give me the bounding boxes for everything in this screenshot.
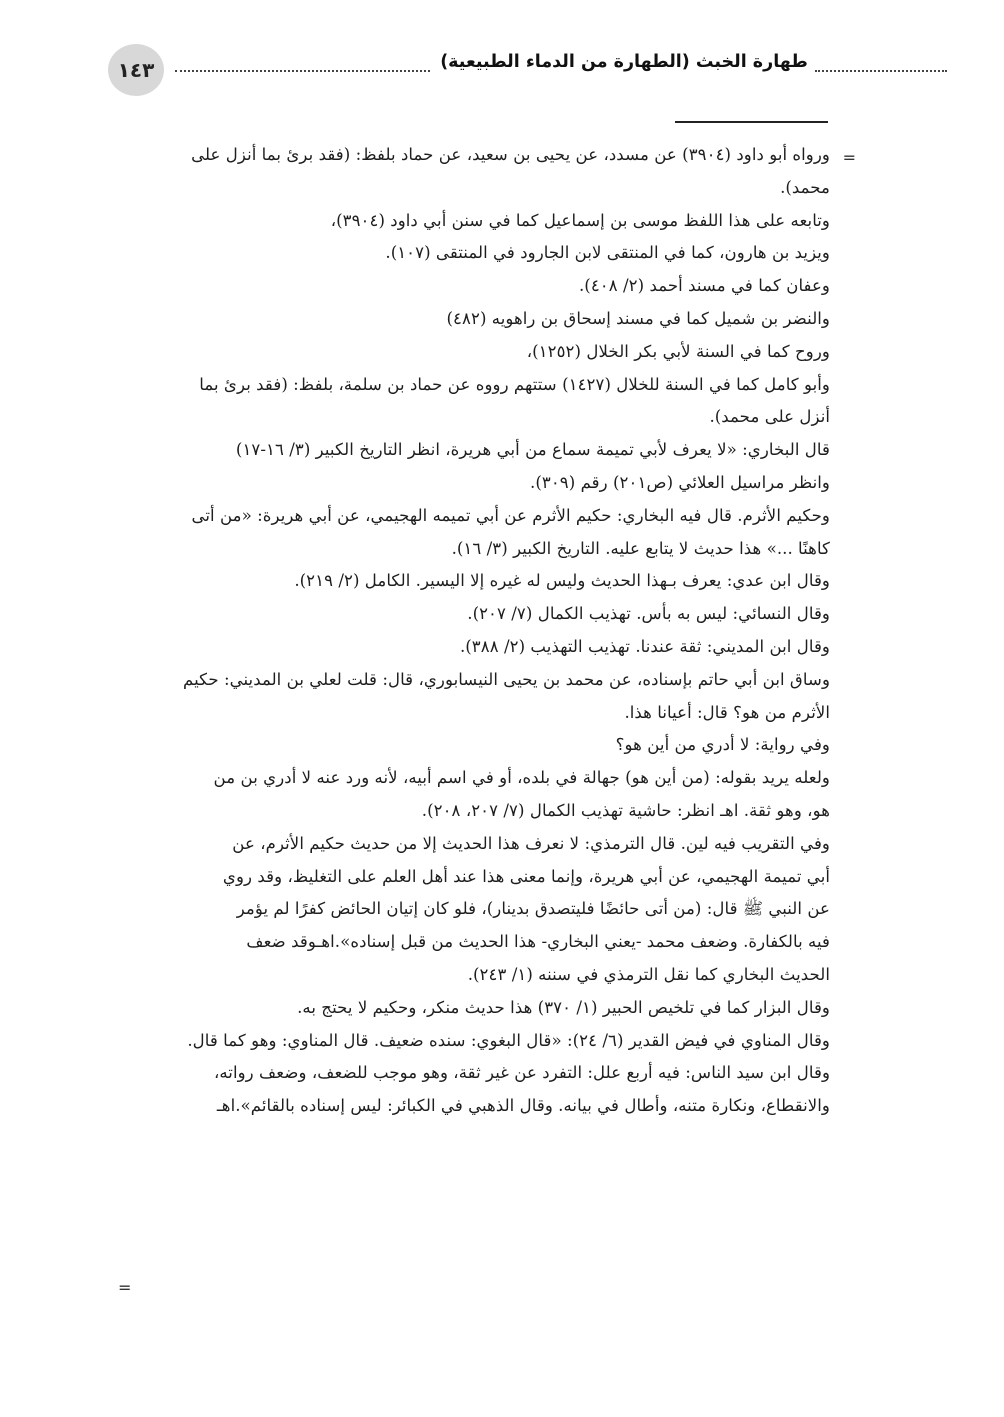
text-line: وقال ابن سيد الناس: فيه أربع علل: التفرد عن غير ثقة، وهو موجب للضعف، وضعف رواته، xyxy=(213,1062,830,1083)
text-line: وحكيم الأثرم. قال فيه البخاري: حكيم الأثرم عن أبي تميمه الهجيمي، عن أبي هريرة: «من أتى xyxy=(191,504,830,525)
continuation-mark-start: = xyxy=(842,148,856,167)
text-line: عن النبي ﷺ قال: (من أتى حائضًا فليتصدق بدينار)، فلو كان إتيان الحائض كفرًا لم يؤمر xyxy=(236,898,830,919)
running-header xyxy=(105,42,845,102)
text-line: وساق ابن أبي حاتم بإسناده، عن محمد بن يحيى النيسابوري، قال: قلت لعلي بن المديني: حكيم xyxy=(183,668,830,689)
text-line: أنزل على محمد). xyxy=(709,406,830,427)
text-line: كاهنًا ...» هذا حديث لا يتابع عليه. التاريخ الكبير (٣/ ١٦). xyxy=(451,537,830,558)
text-line: وفي التقريب فيه لين. قال الترمذي: لا نعرف هذا الحديث إلا من حديث حكيم الأثرم، عن xyxy=(232,832,830,853)
text-line: وانظر مراسيل العلائي (ص٢٠١) رقم (٣٠٩). xyxy=(530,471,830,492)
text-line: هو، وهو ثقة. اهـ انظر: حاشية تهذيب الكمال (٧/ ٢٠٧، ٢٠٨). xyxy=(421,799,830,820)
text-line: والانقطاع، ونكارة متنه، وأطال في بيانه. وقال الذهبي في الكبائر: ليس إسناده بالقائم».اهـ xyxy=(216,1095,830,1116)
text-line: فيه بالكفارة. وضعف محمد -يعني البخاري- هذا الحديث من قبل إسناده».اهـوقد ضعف xyxy=(246,931,830,952)
text-line: وروح كما في السنة لأبي بكر الخلال (١٢٥٢)، xyxy=(526,340,830,361)
text-line: محمد). xyxy=(780,176,830,197)
text-line: قال البخاري: «لا يعرف لأبي تميمة سماع من أبي هريرة، انظر التاريخ الكبير (٣/ ١٦-١٧) xyxy=(235,439,830,460)
header-dotted-leader-left xyxy=(175,70,430,72)
text-line: ولعله يريد بقوله: (من أين هو) جهالة في بلده، أو في اسم أبيه، لأنه ورد عنه لا أدري بن من xyxy=(213,767,830,788)
footnote-separator-rule xyxy=(675,121,828,123)
header-title: طهارة الخبث (الطهارة من الدماء الطبيعية) xyxy=(440,52,808,72)
text-line: الحديث البخاري كما نقل الترمذي في سننه (١/ ٢٤٣). xyxy=(467,963,830,984)
text-line: وقال المناوي في فيض القدير (٦/ ٢٤): «قال البغوي: سنده ضعيف. قال المناوي: وهو كما قال. xyxy=(187,1029,830,1050)
text-line: وقال ابن عدي: يعرف بـهذا الحديث وليس له غيره إلا اليسير. الكامل (٢/ ٢١٩). xyxy=(294,570,830,591)
text-line: وقال ابن المديني: ثقة عندنا. تهذيب التهذيب (٢/ ٣٨٨). xyxy=(459,635,830,656)
text-line: وتابعه على هذا اللفظ موسى بن إسماعيل كما في سنن أبي داود (٣٩٠٤)، xyxy=(330,209,830,230)
header-dotted-leader-right xyxy=(815,70,947,72)
footnote-body xyxy=(118,138,830,1122)
text-line: وقال النسائي: ليس به بأس. تهذيب الكمال (٧/ ٢٠٧). xyxy=(467,603,830,624)
text-line: أبي تميمة الهجيمي، عن أبي هريرة، وإنما معنى هذا عند أهل العلم على التغليظ، وقد روي xyxy=(222,865,830,886)
text-line: والنضر بن شميل كما في مسند إسحاق بن راهويه (٤٨٢) xyxy=(446,307,830,328)
page-number-badge: ١٤٣ xyxy=(108,44,164,96)
continuation-mark-end: = xyxy=(118,1278,132,1297)
text-line: وأبو كامل كما في السنة للخلال (١٤٢٧) ستتهم رووه عن حماد بن سلمة، بلفظ: (فقد برئ بما xyxy=(199,373,830,394)
text-line: ورواه أبو داود (٣٩٠٤) عن مسدد، عن يحيى بن سعيد، عن حماد بلفظ: (فقد برئ بما أنزل على xyxy=(191,144,830,164)
text-line: وعفان كما في مسند أحمد (٢/ ٤٠٨). xyxy=(579,275,830,296)
text-line: الأثرم من هو؟ قال: أعيانا هذا. xyxy=(624,701,830,722)
text-line: ويزيد بن هارون، كما في المنتقى لابن الجارود في المنتقى (١٠٧). xyxy=(385,242,830,263)
text-line: وقال البزار كما في تلخيص الحبير (١/ ٣٧٠) هذا حديث منكر، وحكيم لا يحتج به. xyxy=(297,996,830,1017)
text-line: وفي رواية: لا أدري من أين هو؟ xyxy=(615,734,830,755)
